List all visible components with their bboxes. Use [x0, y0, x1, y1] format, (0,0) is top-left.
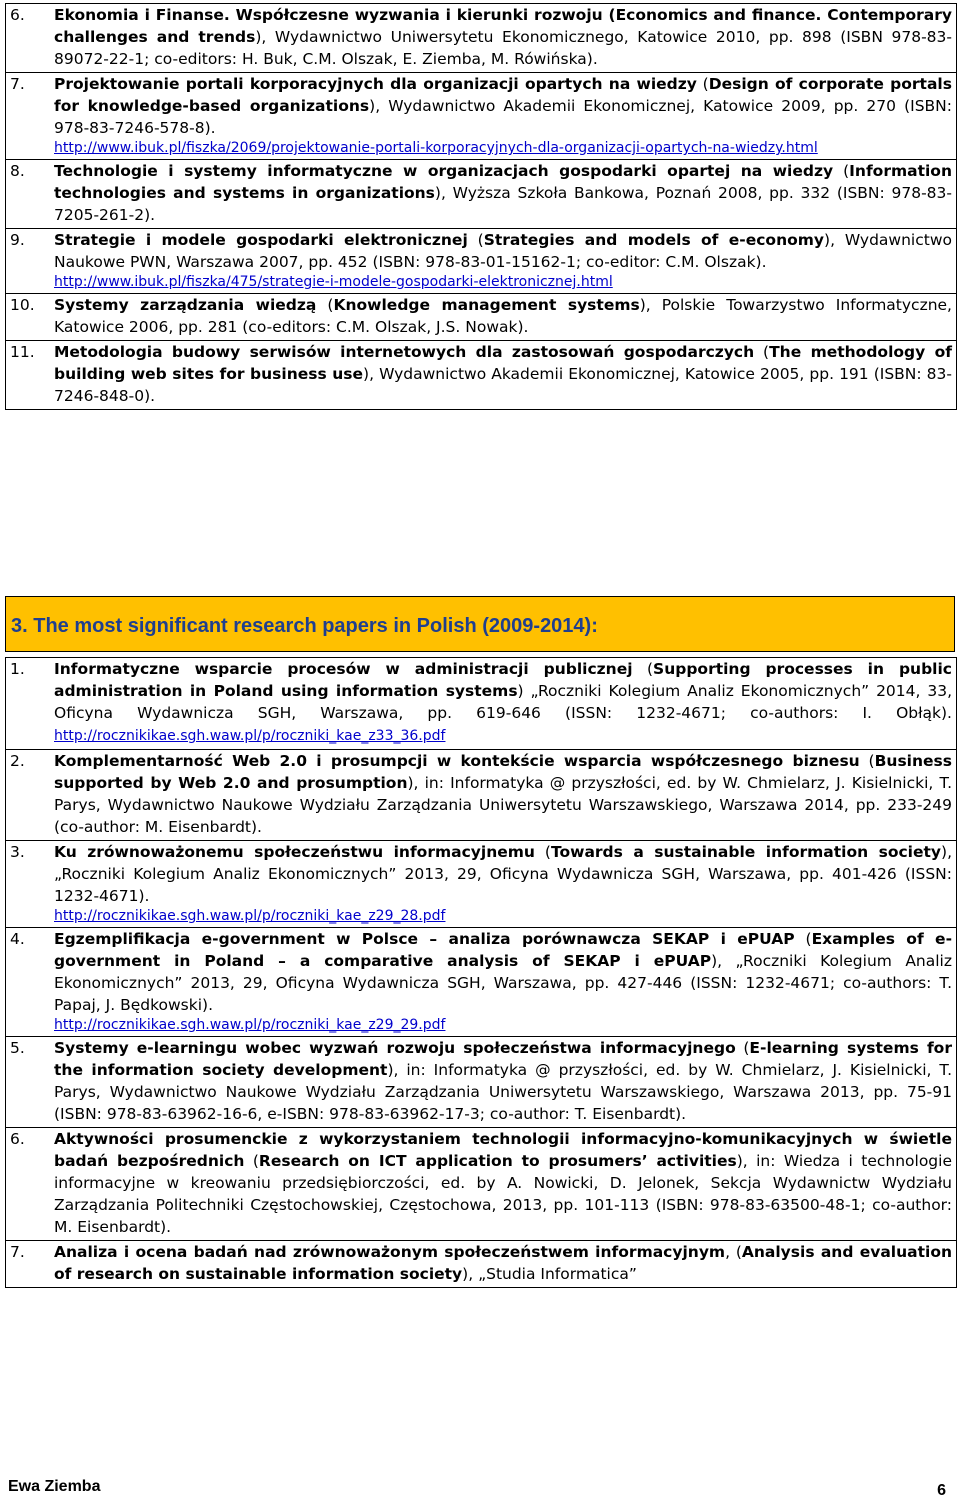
publication-details: ), in: Informatyka @ przyszłości, ed. by W. Chmielarz, J. Kisielnicki, T. Parys, Wydawnictwo Naukowe Wydziału Zarządzania Uniwersytetu Warszawskiego, Warszawa 2014, pp. 233-249 (co-author: M. Eisenbardt).	[54, 774, 952, 836]
publication-title-english: Strategies and models of e-economy	[483, 231, 825, 249]
publication-number: 7.	[10, 1243, 25, 1261]
publication-title-polish: Technologie i systemy informatyczne w organizacjach gospodarki opartej na wiedzy	[54, 162, 834, 180]
publication-title-polish: Metodologia budowy serwisów internetowych dla zastosowań gospodarczych	[54, 343, 755, 361]
publication-details: ), in: Wiedza i technologie informacyjne w kreowaniu przedsiębiorczości, ed. by A. Nowicki, D. Jelonek, Sekcja Wydawnictw Wydziału Zarządzania Politechniki Częstochowskiej, Częstochowa, 2013, pp. 101-113 (ISBN: 978-83-63500-48-1; co-author: M. Eisenbardt).	[54, 1152, 952, 1236]
publication-number: 1.	[10, 660, 25, 678]
publication-number: 4.	[10, 930, 25, 948]
publication-number: 8.	[10, 162, 25, 180]
publication-title-english: Design of corporate portals for knowledge-based organizations	[54, 75, 952, 115]
publication-citation	[50, 1037, 956, 1127]
footer-author: Ewa Ziemba	[8, 1478, 101, 1495]
publication-details: ), Wydawnictwo Uniwersytetu Ekonomicznego, Katowice 2010, pp. 898 (ISBN 978-83-89072-22-1; co-editors: H. Buk, C.M. Olszak, E. Ziemba, M. Rówińska).	[54, 28, 952, 68]
publication-number: 3.	[10, 843, 25, 861]
publication-row	[6, 72, 956, 159]
publication-title-english: Research on ICT application to prosumers’ activities	[258, 1152, 737, 1170]
publication-row	[6, 1240, 956, 1287]
publication-number: 9.	[10, 231, 25, 249]
citation-separator: (	[467, 231, 484, 249]
publication-title-english: Information technologies and systems in organizations	[54, 162, 952, 202]
publication-title-english: Towards a sustainable information society	[550, 843, 942, 861]
publication-title-english: Supporting processes in public administration in Poland using information systems	[54, 660, 952, 700]
publication-number: 11.	[10, 343, 35, 361]
publication-row	[6, 658, 956, 749]
publication-citation	[50, 1128, 956, 1240]
publication-title-english: Analysis and evaluation of research on sustainable information society	[54, 1243, 953, 1283]
publication-number: 6.	[10, 6, 25, 24]
publication-title-polish: Komplementarność Web 2.0 i prosumpcji w kontekście wsparcia współczesnego biznesu	[54, 752, 860, 770]
footer-page-number: 6	[937, 1482, 946, 1499]
publication-title-polish: Ekonomia i Finanse. Współczesne wyzwania i kierunki rozwoju (Economics and finance. Contemporary challenges and trends	[54, 6, 952, 46]
publication-title-polish: Egzemplifikacja e-government w Polsce – analiza porównawcza SEKAP i ePUAP	[54, 930, 795, 948]
publication-citation	[50, 341, 956, 409]
publication-citation	[50, 658, 956, 749]
publication-row	[6, 228, 956, 293]
publication-title-polish: Aktywności prosumenckie z wykorzystaniem technologii informacyjno-komunikacyjnych w świetle badań bezpośrednich	[54, 1130, 952, 1170]
citation-separator: (	[244, 1152, 259, 1170]
publication-title-english: Knowledge management systems	[333, 296, 640, 314]
publication-citation	[50, 1241, 956, 1287]
publication-details: ), Polskie Towarzystwo Informatyczne, Katowice 2006, pp. 281 (co-editors: C.M. Olszak, J.S. Nowak).	[54, 296, 952, 336]
publication-details: ) „Roczniki Kolegium Analiz Ekonomicznych” 2014, 33, Oficyna Wydawnicza SGH, Warszawa, pp. 619-646 (ISSN: 1232-4671; co-authors: I. Obłąk).	[54, 682, 952, 722]
publication-title-polish: Strategie i modele gospodarki elektronicznej	[54, 231, 468, 249]
publication-row	[6, 749, 956, 840]
publication-number: 7.	[10, 75, 25, 93]
publication-row	[6, 4, 956, 72]
publication-link[interactable]: http://www.ibuk.pl/fiszka/475/strategie-i-modele-gospodarki-elektronicznej.html	[54, 274, 613, 290]
citation-separator: (	[534, 843, 551, 861]
publications-table-books	[5, 3, 957, 410]
publication-citation	[50, 4, 956, 72]
publication-row	[6, 927, 956, 1036]
publication-number: 6.	[10, 1130, 25, 1148]
publication-title-polish: Systemy e-learningu wobec wyzwań rozwoju społeczeństwa informacyjnego	[54, 1039, 736, 1057]
publication-details: ), „Roczniki Kolegium Analiz Ekonomicznych” 2013, 29, Oficyna Wydawnicza SGH, Warszawa, pp. 401-426 (ISSN: 1232-4671).	[54, 843, 952, 905]
publication-details: ), „Roczniki Kolegium Analiz Ekonomicznych” 2013, 29, Oficyna Wydawnicza SGH, Warszawa, pp. 427-446 (ISSN: 1232-4671; co-authors: T. Papaj, J. Będkowski).	[54, 952, 953, 1014]
publication-row	[6, 293, 956, 340]
publication-details: ), Wyższa Szkoła Bankowa, Poznań 2008, pp. 332 (ISBN: 978-83-7205-261-2).	[54, 184, 952, 224]
publication-title-polish: Systemy zarządzania wiedzą	[54, 296, 317, 314]
citation-separator: (	[754, 343, 770, 361]
publication-link[interactable]: http://rocznikikae.sgh.waw.pl/p/roczniki_kae_z29_29.pdf	[54, 1017, 446, 1033]
publication-citation	[50, 750, 956, 840]
publication-title-polish: Ku zrównoważonemu społeczeństwu informacyjnemu	[54, 843, 535, 861]
publication-title-polish: Informatyczne wsparcie procesów w administracji publicznej	[54, 660, 633, 678]
publication-citation	[50, 294, 956, 340]
publication-citation	[50, 229, 956, 293]
publication-citation	[50, 841, 956, 927]
publication-title-english: Business supported by Web 2.0 and prosumption	[54, 752, 952, 792]
publication-details: ), Wydawnictwo Naukowe PWN, Warszawa 2007, pp. 452 (ISBN: 978-83-01-15162-1; co-editor: C.M. Olszak).	[54, 231, 952, 271]
publication-number: 5.	[10, 1039, 25, 1057]
publication-link[interactable]: http://www.ibuk.pl/fiszka/2069/projektowanie-portali-korporacyjnych-dla-organizacji-opartych-na-wiedzy.html	[54, 140, 818, 156]
publication-title-english: E-learning systems for the information society development	[54, 1039, 952, 1079]
citation-separator: (	[833, 162, 850, 180]
section-heading: 3. The most significant research papers in Polish (2009-2014):	[11, 615, 598, 637]
publication-row	[6, 159, 956, 228]
citation-separator: (	[696, 75, 709, 93]
publication-title-english: The methodology of building web sites for business use	[54, 343, 952, 383]
citation-separator: (	[316, 296, 334, 314]
publication-details: ), in: Informatyka @ przyszłości, ed. by W. Chmielarz, J. Kisielnicki, T. Parys, Wydawnictwo Naukowe Wydziału Zarządzania Uniwersytetu Warszawskiego, Warszawa 2013, pp. 75-91 (ISBN: 978-83-63962-16-6, e-ISBN: 978-83-63962-17-3; co-author: T. Eisenbardt).	[54, 1061, 952, 1123]
publication-title-english: Examples of e-government in Poland – a comparative analysis of SEKAP i ePUAP	[54, 930, 952, 970]
publication-title-polish: Projektowanie portali korporacyjnych dla organizacji opartych na wiedzy	[54, 75, 697, 93]
citation-separator: , (	[725, 1243, 742, 1261]
publication-title-polish: Analiza i ocena badań nad zrównoważonym społeczeństwem informacyjnym	[54, 1243, 726, 1261]
publication-number: 10.	[10, 296, 35, 314]
publications-table-papers	[5, 657, 957, 1288]
publication-details: ), Wydawnictwo Akademii Ekonomicznej, Katowice 2009, pp. 270 (ISBN: 978-83-7246-578-8).	[54, 97, 953, 137]
publication-link[interactable]: http://rocznikikae.sgh.waw.pl/p/roczniki_kae_z33_36.pdf	[54, 728, 446, 744]
citation-separator: (	[794, 930, 812, 948]
citation-separator: (	[632, 660, 654, 678]
publication-row	[6, 1036, 956, 1127]
publication-row	[6, 340, 956, 409]
publication-citation	[50, 73, 956, 159]
publication-details: ), Wydawnictwo Akademii Ekonomicznej, Katowice 2005, pp. 191 (ISBN: 83-7246-848-0).	[54, 365, 952, 405]
publication-citation	[50, 928, 956, 1036]
publication-citation	[50, 160, 956, 228]
publication-details: ), „Studia Informatica”	[462, 1265, 637, 1283]
publication-row	[6, 1127, 956, 1240]
section-heading-box	[5, 596, 955, 652]
publication-number: 2.	[10, 752, 25, 770]
publication-link[interactable]: http://rocznikikae.sgh.waw.pl/p/roczniki_kae_z29_28.pdf	[54, 908, 446, 924]
publication-row	[6, 840, 956, 927]
citation-separator: (	[859, 752, 875, 770]
citation-separator: (	[735, 1039, 750, 1057]
